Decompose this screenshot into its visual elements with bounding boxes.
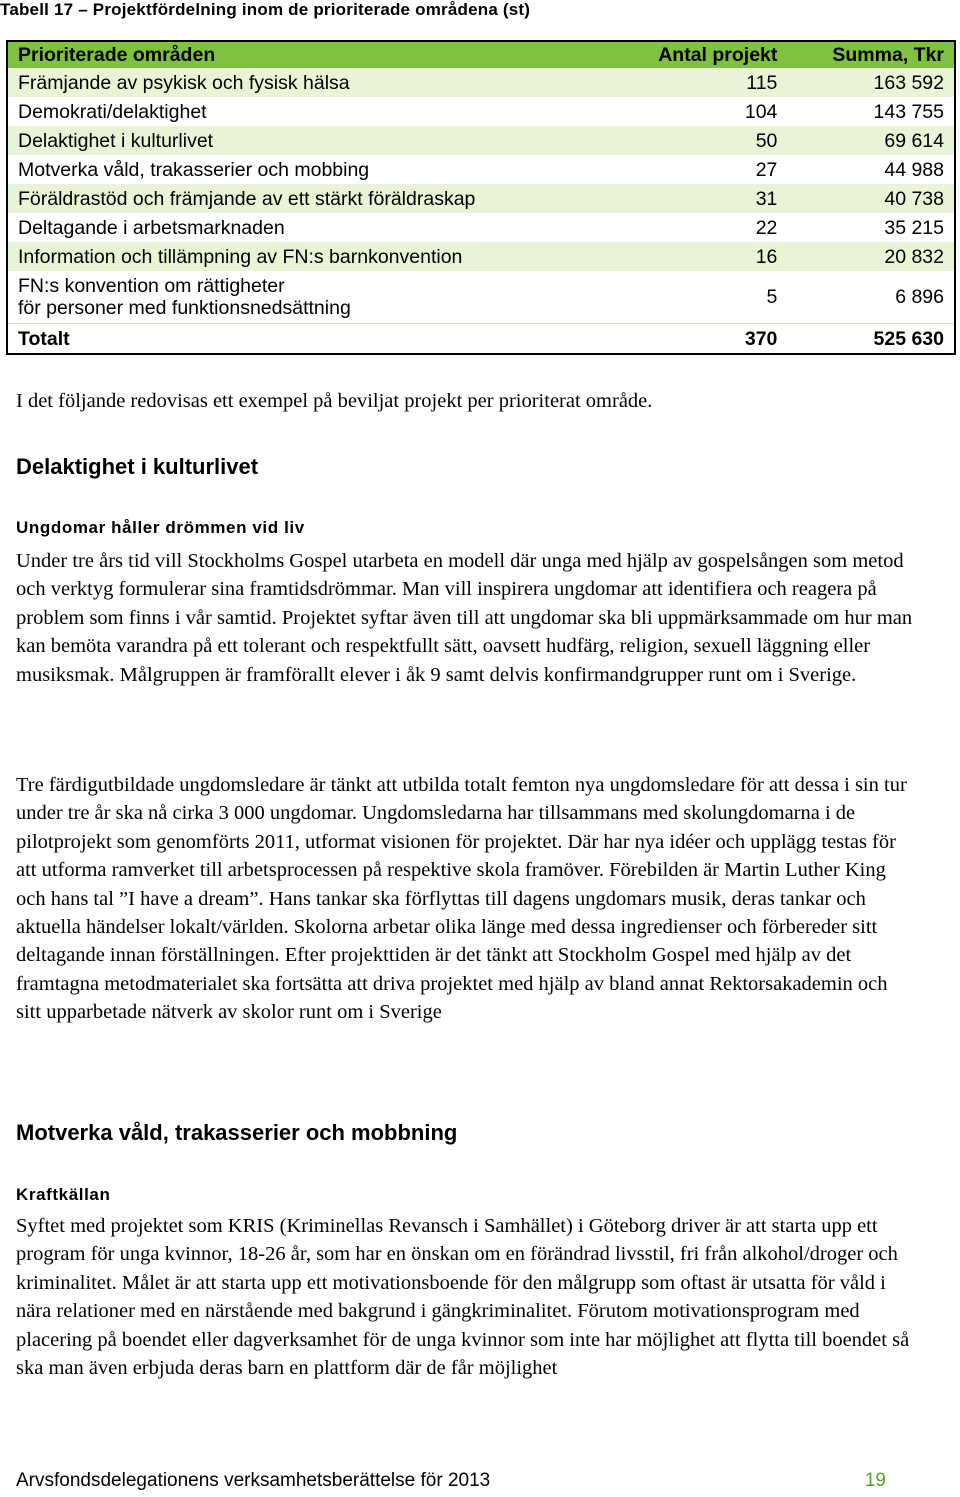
section-heading-violence: Motverka våld, trakasserier och mobbning [16,1120,458,1145]
table-caption: Tabell 17 – Projektfördelning inom de prioriterade områdena (st) [0,0,531,19]
row-count: 115 [612,68,788,97]
table-row [7,97,955,126]
row-area: Deltagande i arbetsmarknaden [7,213,612,242]
row-area-line1: FN:s konvention om rättigheter [18,275,285,297]
project-table [6,40,956,355]
row-sum: 20 832 [787,242,955,271]
table-row [7,126,955,155]
intro-paragraph: I det följande redovisas ett exempel på beviljat projekt per prioriterat område. [16,390,653,412]
row-sum: 163 592 [787,68,955,97]
row-sum: 69 614 [787,126,955,155]
row-count: 16 [612,242,788,271]
row-area: Demokrati/delaktighet [7,97,612,126]
total-sum: 525 630 [787,324,955,355]
row-sum: 40 738 [787,184,955,213]
page-footer [16,1470,886,1492]
row-area: Delaktighet i kulturlivet [7,126,612,155]
table-total-row [7,324,955,355]
table-row [7,271,955,324]
row-count: 31 [612,184,788,213]
page-number: 19 [864,1470,886,1491]
row-count: 27 [612,155,788,184]
row-sum: 143 755 [787,97,955,126]
row-sum: 44 988 [787,155,955,184]
table-row [7,242,955,271]
row-area [7,271,612,324]
table-row [7,68,955,97]
header-count: Antal projekt [612,41,788,68]
paragraph-gospel-1: Under tre års tid vill Stockholms Gospel utarbeta en modell där unga med hjälp av gospelsången som metod och verktyg formulerar sina framtidsdrömmar. Man vill inspirera ungdomar att identifiera och reagera på problem som finns i vår samtid. Projektet syftar även till att ungdomar ska bli uppmärksammade om hur man kan bemöta varandra på ett tolerant och respektfullt sätt, oavsett hudfärg, religion, sexuell läggning eller musiksmak. Målgruppen är framförallt elever i åk 9 samt delvis konfirmandgrupper runt om i Sverige. [16,550,913,686]
paragraph-kraftkallan: Syftet med projektet som KRIS (Kriminellas Revansch i Samhället) i Göteborg driver är att starta upp ett program för unga kvinnor, 18-26 år, som har en önskan om en förändrad livsstil, fri från alkohol/droger och kriminalitet. Målet är att starta upp ett motivationsboende för den målgrupp som oftast är utsatta för våld i nära relationer med en närstående med bakgrund i gängkriminalitet. Förutom motivationsprogram med placering på boendet eller dagverksamhet för de unga kvinnor som inte har möjlighet att flytta till boendet så ska man även erbjuda deras barn en plattform där de får möjlighet [16,1215,910,1380]
paragraph-gospel-2: Tre färdigutbildade ungdomsledare är tänkt att utbilda totalt femton nya ungdomsledare för att dessa i sin tur under tre år ska nå cirka 3 000 ungdomar. Ungdomsledarna har tillsammans med skolungdomarna i de pilotprojekt som genomförts 2011, utformat visionen för projektet. Där har nya idéer och upplägg testas för att utforma ramverket till arbetsprocessen på respektive skola framöver. Förebilden är Martin Luther King och hans tal ”I have a dream”. Hans tankar ska förflyttas till dagens ungdomars musik, deras tankar och aktuella händelser lokalt/världen. Skolorna arbetar olika länge med dessa ingredienser och förbereder sitt deltagande innan förställningen. Efter projekttiden är det tänkt att Stockholm Gospel med hjälp av det framtagna metodmaterialet ska fortsätta att driva projektet med hjälp av bland annat Rektorsakademin och sitt upparbetade nätverk av skolor runt om i Sverige [16,774,907,1024]
table-header-row [7,41,955,68]
table-row [7,184,955,213]
table-row [7,155,955,184]
project-heading-gospel: Ungdomar håller drömmen vid liv [16,518,305,537]
footer-text: Arvsfondsdelegationens verksamhetsberättelse för 2013 [16,1470,491,1491]
table-row [7,213,955,242]
row-area: Främjande av psykisk och fysisk hälsa [7,68,612,97]
row-area: Information och tillämpning av FN:s barnkonvention [7,242,612,271]
row-sum: 35 215 [787,213,955,242]
header-sum: Summa, Tkr [787,41,955,68]
row-area-line2: för personer med funktionsnedsättning [18,297,351,319]
total-label: Totalt [7,324,612,355]
row-sum: 6 896 [787,271,955,324]
total-count: 370 [612,324,788,355]
row-count: 5 [612,271,788,324]
row-count: 50 [612,126,788,155]
row-count: 22 [612,213,788,242]
header-area: Prioriterade områden [7,41,612,68]
row-area: Motverka våld, trakasserier och mobbing [7,155,612,184]
section-heading-culture: Delaktighet i kulturlivet [16,454,259,479]
row-count: 104 [612,97,788,126]
row-area: Föräldrastöd och främjande av ett stärkt föräldraskap [7,184,612,213]
project-heading-kraftkallan: Kraftkällan [16,1185,111,1204]
